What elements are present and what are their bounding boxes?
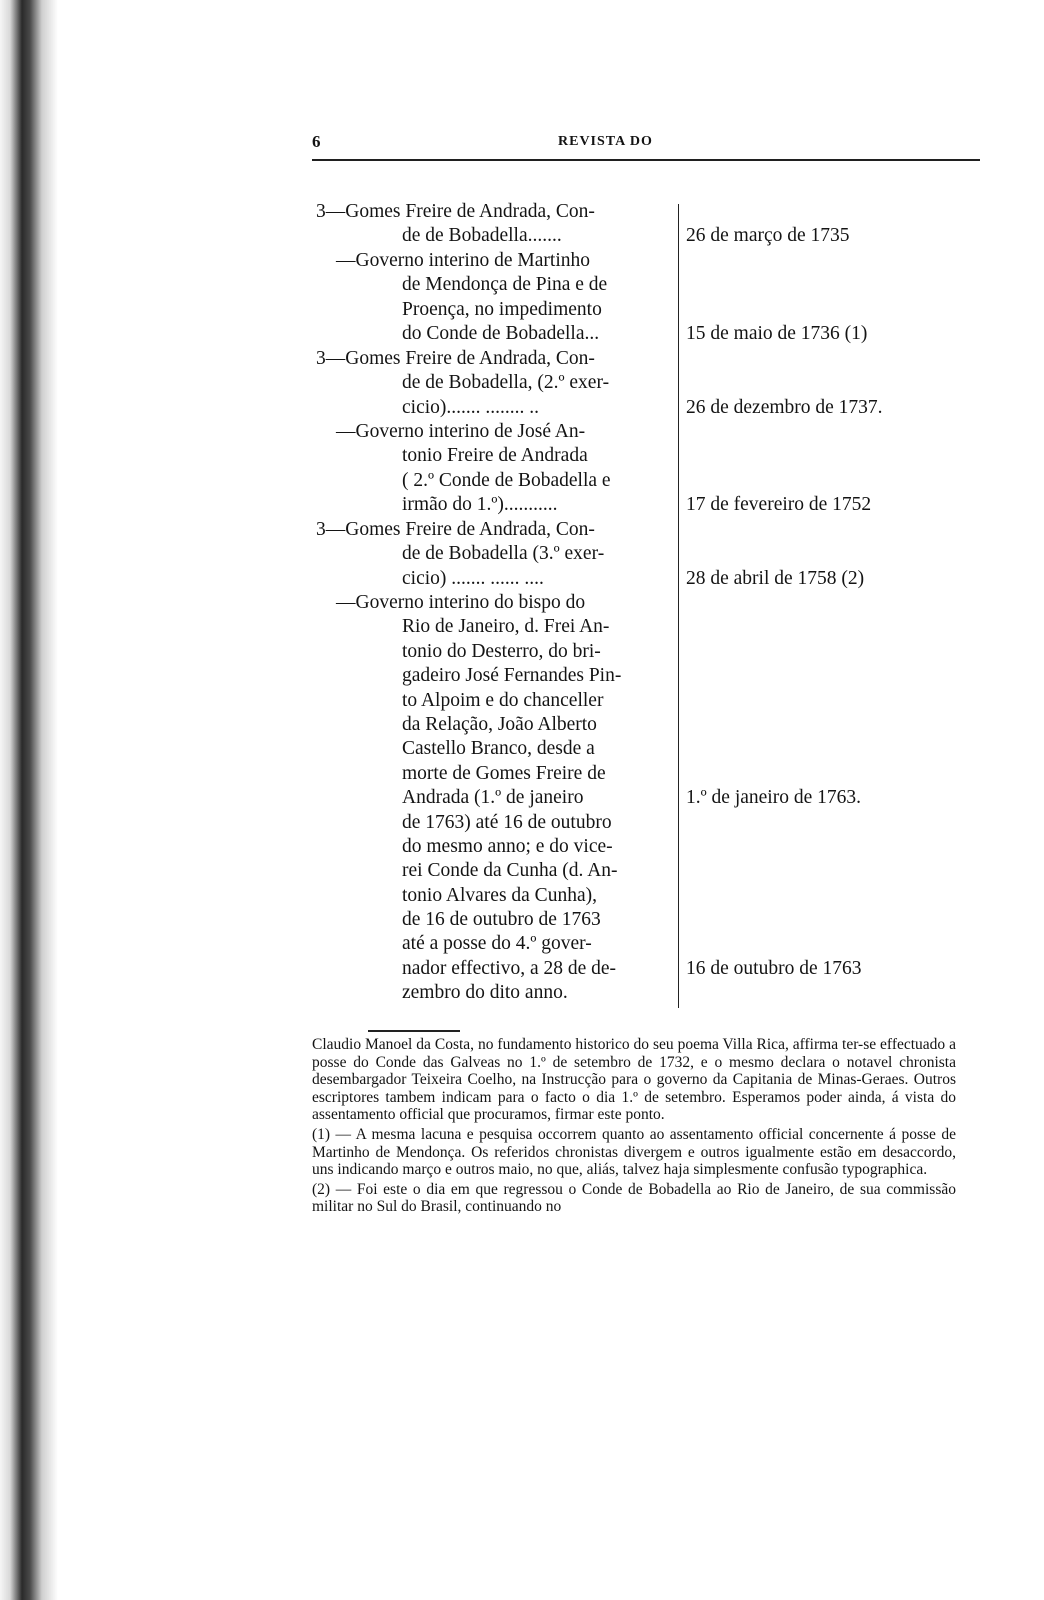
table-row (316, 420, 678, 518)
footnotes (312, 1036, 956, 1218)
entry-line: Andrada (1.º de janeiro (402, 787, 584, 809)
page-number: 6 (312, 132, 321, 151)
table-row (316, 591, 678, 1006)
entry-line: até a posse do 4.º gover- (402, 933, 592, 955)
table-row (316, 200, 678, 249)
entry-date: 17 de fevereiro de 1752 (686, 494, 872, 515)
entry-date: 15 de maio de 1736 (1) (686, 323, 868, 344)
entry-line: —Governo interino de José An- (336, 421, 586, 442)
entry-date: 26 de dezembro de 1737. (686, 397, 883, 418)
header-rule (312, 159, 980, 161)
entry-line: gadeiro José Fernandes Pin- (402, 665, 622, 687)
entry-line: de Mendonça de Pina e de (402, 274, 608, 296)
entry-line: de 1763) até 16 de outubro (402, 811, 612, 833)
entry-line: de 16 de outubro de 1763 (402, 909, 601, 931)
table-row (316, 347, 678, 420)
entry-line: do Conde de Bobadella... (402, 323, 600, 345)
entry-line: tonio Alvares da Cunha), (402, 884, 597, 906)
entry-line: to Alpoim e do chanceller (402, 689, 604, 711)
entry-line: Castello Branco, desde a (402, 738, 595, 760)
entry-line: ( 2.º Conde de Bobadella e (402, 469, 611, 491)
governors-table (316, 188, 986, 1018)
entry-line: cicio) ....... ...... .... (402, 567, 544, 589)
entry-line: de de Bobadella....... (402, 225, 572, 247)
entry-line: zembro do dito anno. (402, 982, 568, 1004)
entry-date: 1.º de janeiro de 1763. (686, 787, 861, 808)
entry-date: 26 de março de 1735 (686, 225, 850, 246)
entry-line: nador effectivo, a 28 de de- (402, 957, 617, 979)
entry-line: 3—Gomes Freire de Andrada, Con- (316, 348, 595, 369)
table-row (316, 518, 678, 591)
entry-date-second: 16 de outubro de 1763 (686, 958, 862, 979)
entry-line: —Governo interino de Martinho (336, 250, 590, 271)
entry-line: de de Bobadella (3.º exer- (402, 543, 605, 565)
column-divider (678, 204, 679, 1008)
entry-line: tonio do Desterro, do bri- (402, 640, 601, 662)
footnote-rule (368, 1030, 460, 1032)
entry-line: Proença, no impedimento (402, 298, 602, 320)
entry-line: da Relação, João Alberto (402, 713, 597, 735)
entry-line: cicio)....... ........ .. (402, 396, 540, 418)
table-row (316, 249, 678, 347)
page-header (312, 132, 972, 154)
entry-line: Rio de Janeiro, d. Frei An- (402, 616, 610, 638)
entry-line: irmão do 1.º)........... (402, 494, 558, 516)
entry-line: morte de Gomes Freire de (402, 762, 606, 784)
entry-line: rei Conde da Cunha (d. An- (402, 860, 618, 882)
entry-line: 3—Gomes Freire de Andrada, Con- (316, 519, 595, 540)
footnote-2: (2) — Foi este o dia em que regressou o Conde de Bobadella ao Rio de Janeiro, de sua commissão militar no Sul do Brasil, continuando no (312, 1180, 956, 1216)
footnote-1: (1) — A mesma lacuna e pesquisa occorrem quanto ao assentamento official concernente á posse de Martinho de Mendonça. Os referidos chronistas divergem e outros igualmente estão em desaccordo, uns indicando março e outros maio, no que, aliás, talvez haja simplesmente confusão typographica. (312, 1125, 956, 1179)
running-head: REVISTA DO (558, 134, 653, 149)
entry-line: tonio Freire de Andrada (402, 445, 588, 467)
entry-line: de de Bobadella, (2.º exer- (402, 372, 610, 394)
entry-line: 3—Gomes Freire de Andrada, Con- (316, 201, 595, 222)
footnote-intro: Claudio Manoel da Costa, no fundamento historico do seu poema Villa Rica, affirma ter-se effectuado a posse do Conde das Galveas no 1.º de setembro de 1732, e o mesmo declara o notavel chronista desembargador Teixeira Coelho, na Instrucção para o governo da Capitania de Minas-Geraes. Outros escriptores tambem indicam para o facto o dia 1.º de setembro. Esperamos poder ainda, á vista do assentamento official que procuramos, firmar este ponto. (312, 1036, 956, 1124)
entry-line: do mesmo anno; e do vice- (402, 835, 613, 857)
entry-line: —Governo interino do bispo do (336, 592, 586, 613)
book-binding-edge (0, 0, 58, 1600)
entry-date: 28 de abril de 1758 (2) (686, 568, 865, 589)
